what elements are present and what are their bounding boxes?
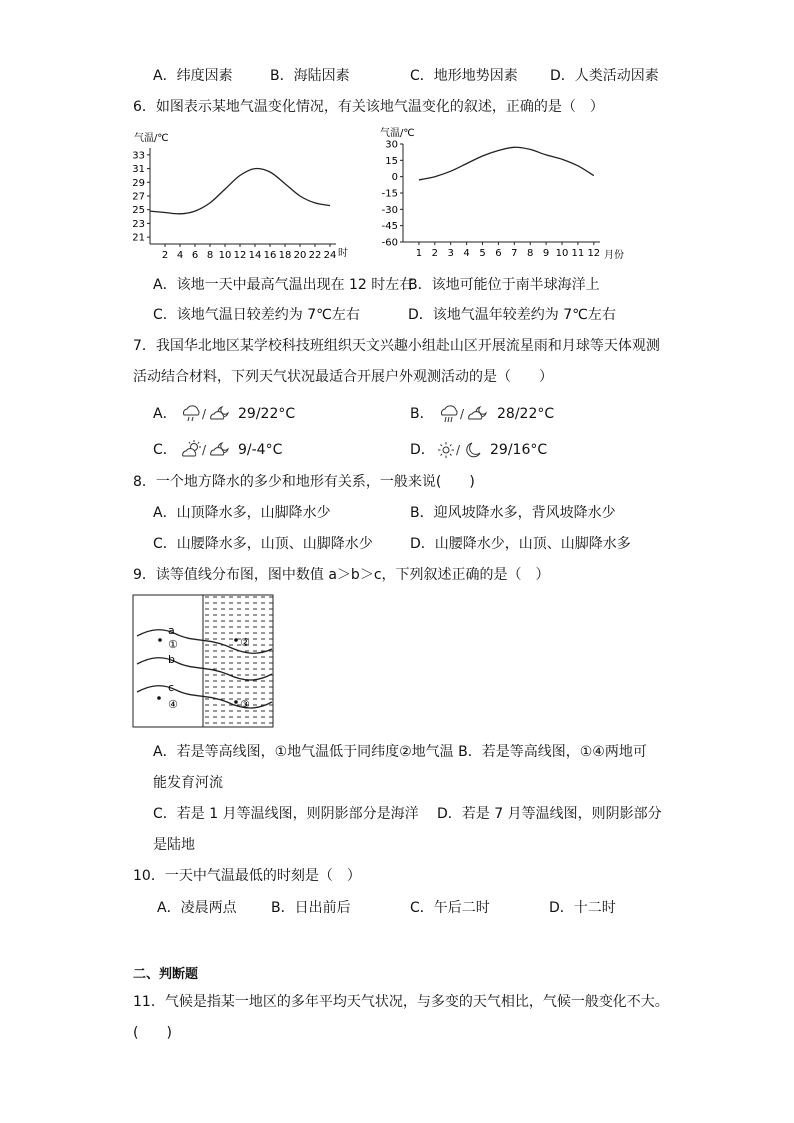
- q7-option-d-icons: [436, 439, 486, 461]
- c1-ytick-label: 23: [132, 218, 145, 230]
- q6-option-c: C．该地气温日较差约为 7℃左右: [153, 307, 360, 323]
- annual-temperature-chart: [375, 124, 635, 264]
- q9-options-line1: A．若是等高线图，①地气温低于同纬度②地气温 B．若是等高线图，①④两地可: [153, 744, 647, 760]
- q7-stem-line2: 活动结合材料，下列天气状况最适合开展户外观测活动的是（ ）: [133, 369, 553, 385]
- c2-ytick-label: 30: [385, 139, 398, 151]
- c2-ytick-label: -15: [381, 188, 398, 200]
- c2-ytick-label: -60: [381, 237, 398, 249]
- label-c: c: [168, 681, 175, 694]
- c1-xtick-label: 16: [263, 250, 277, 261]
- q7-option-c-letter: C．: [153, 442, 177, 458]
- c1-xtick-label: 24: [323, 250, 337, 261]
- q11-stem: 11．气候是指某一地区的多年平均天气状况，与多变的天气相比，气候一般变化不大。: [133, 994, 669, 1010]
- q11-answer-blank: ( ): [133, 1025, 172, 1041]
- c2-xtick-label: 7: [511, 248, 518, 259]
- c2-ytick-label: -30: [381, 204, 398, 216]
- chart1-xlabel: 时: [338, 248, 348, 259]
- c2-xtick-label: 5: [479, 248, 486, 259]
- c2-xtick-label: 11: [571, 248, 585, 259]
- c1-ytick-label: 31: [132, 164, 145, 176]
- slash-separator: /: [202, 407, 207, 421]
- c2-xtick-label: 8: [527, 248, 534, 259]
- chart2-ylabel: 气温/℃: [380, 128, 415, 139]
- c2-xtick-label: 1: [415, 248, 423, 259]
- c2-xtick-label: 10: [555, 248, 569, 259]
- rain-cloud-icon: [441, 406, 457, 422]
- point-2-label: ②: [240, 636, 250, 649]
- q5-option-c: C．地形地势因素: [410, 68, 518, 84]
- q5-option-b: B．海陆因素: [270, 68, 350, 84]
- q7-option-b-temp: 28/22°C: [497, 406, 555, 422]
- slash-separator: /: [460, 407, 465, 421]
- c2-ytick-label: -45: [381, 221, 398, 233]
- slash-separator: /: [202, 443, 207, 457]
- c1-ytick-label: 27: [132, 191, 145, 203]
- c1-ytick-label: 21: [132, 232, 145, 244]
- q7-option-c-icons: [180, 439, 236, 461]
- c2-ytick-label: 15: [385, 155, 398, 167]
- point-3-label: ③: [240, 698, 250, 711]
- q10-option-c: C．午后二时: [410, 900, 490, 916]
- chart1-series-line: [150, 168, 330, 213]
- q10-stem: 10．一天中气温最低的时刻是（ ）: [133, 868, 361, 884]
- c1-xtick-label: 22: [308, 250, 322, 261]
- c2-xtick-label: 3: [447, 248, 454, 259]
- q6-option-b: B．该地可能位于南半球海洋上: [408, 277, 600, 293]
- q7-option-c-temp: 9/-4°C: [238, 442, 283, 458]
- c1-xtick-label: 4: [176, 250, 184, 261]
- c1-xtick-label: 20: [293, 250, 307, 261]
- point-4-label: ④: [168, 698, 178, 711]
- chart2-series-line: [419, 147, 594, 180]
- moon-icon: [467, 443, 480, 457]
- partly-sunny-icon: [183, 440, 201, 456]
- c1-ytick-label: 25: [132, 205, 145, 217]
- q8-stem: 8．一个地方降水的多少和地形有关系，一般来说( ): [133, 474, 475, 490]
- q7-stem-line1: 7．我国华北地区某学校科技班组织天文兴趣小组赴山区开展流星雨和月球等天体观测: [133, 338, 660, 354]
- point-1-dot: [158, 638, 162, 642]
- c1-xtick-label: 2: [161, 250, 169, 261]
- c1-xtick-label: 14: [248, 250, 262, 261]
- c1-xtick-label: 10: [218, 250, 232, 261]
- q7-option-a-icons: [180, 403, 236, 425]
- q7-option-a-letter: A．: [153, 406, 177, 422]
- c2-xtick-label: 4: [463, 248, 470, 259]
- point-1-label: ①: [168, 638, 178, 651]
- c1-ytick-label: 33: [132, 150, 145, 162]
- cloudy-night-icon: [469, 407, 486, 419]
- c1-ytick-label: 29: [132, 177, 145, 189]
- c2-xtick-label: 2: [431, 248, 438, 259]
- section-title: 二、判断题: [133, 967, 199, 982]
- cloudy-night-icon: [211, 407, 228, 419]
- c2-ytick-label: 0: [391, 172, 398, 184]
- q10-option-a: A．凌晨两点: [157, 900, 237, 916]
- point-3-dot: [234, 700, 238, 704]
- c2-xtick-label: 9: [542, 248, 550, 259]
- q8-option-c: C．山腰降水多，山顶、山脚降水少: [153, 536, 373, 552]
- q10-option-d: D．十二时: [549, 900, 616, 916]
- slash-separator: /: [456, 443, 461, 457]
- c2-xtick-label: 6: [495, 248, 502, 259]
- q7-option-b-icons: [438, 403, 494, 425]
- q10-option-b: B．日出前后: [271, 900, 351, 916]
- point-2-dot: [234, 638, 238, 642]
- q7-option-a-temp: 29/22°C: [238, 406, 296, 422]
- q9-options-line4: 是陆地: [153, 837, 195, 853]
- sun-icon: [438, 442, 454, 458]
- q6-option-d: D．该地气温年较差约为 7℃左右: [408, 307, 616, 323]
- q8-option-d: D．山腰降水少，山顶、山脚降水多: [410, 536, 631, 552]
- c1-xtick-label: 6: [191, 250, 199, 261]
- label-b: b: [168, 653, 175, 666]
- q7-option-d-letter: D．: [410, 442, 435, 458]
- isoline-figure: [132, 594, 277, 730]
- chart1-ylabel: 气温/℃: [134, 133, 169, 144]
- q9-options-line3: C．若是 1 月等温线图，则阴影部分是海洋 D．若是 7 月等温线图，则阴影部分: [153, 806, 662, 822]
- q6-option-a: A．该地一天中最高气温出现在 12 时左右: [153, 277, 414, 293]
- c1-xtick-label: 12: [233, 250, 247, 261]
- q7-option-d-temp: 29/16°C: [490, 442, 548, 458]
- cloudy-night-icon: [211, 443, 228, 455]
- c1-xtick-label: 18: [278, 250, 292, 261]
- q6-stem: 6．如图表示某地气温变化情况，有关该地气温变化的叙述，正确的是（ ）: [133, 99, 604, 115]
- q9-options-line2: 能发育河流: [153, 775, 223, 791]
- q8-option-a: A．山顶降水多，山脚降水少: [153, 505, 331, 521]
- daily-temperature-chart: [128, 128, 353, 263]
- label-a: a: [168, 624, 175, 637]
- q7-option-b-letter: B．: [410, 406, 434, 422]
- q5-option-a: A．纬度因素: [153, 68, 233, 84]
- q8-option-b: B．迎风坡降水多，背风坡降水少: [410, 505, 616, 521]
- shaded-region: [203, 595, 273, 727]
- q9-stem: 9．读等值线分布图，图中数值 a＞b＞c，下列叙述正确的是（ ）: [133, 567, 550, 583]
- point-4-dot: [157, 696, 161, 700]
- rain-cloud-icon: [183, 406, 199, 421]
- q5-option-d: D．人类活动因素: [550, 68, 659, 84]
- chart2-xlabel: 月份: [604, 250, 624, 261]
- c2-xtick-label: 12: [587, 248, 601, 259]
- c1-xtick-label: 8: [206, 250, 214, 261]
